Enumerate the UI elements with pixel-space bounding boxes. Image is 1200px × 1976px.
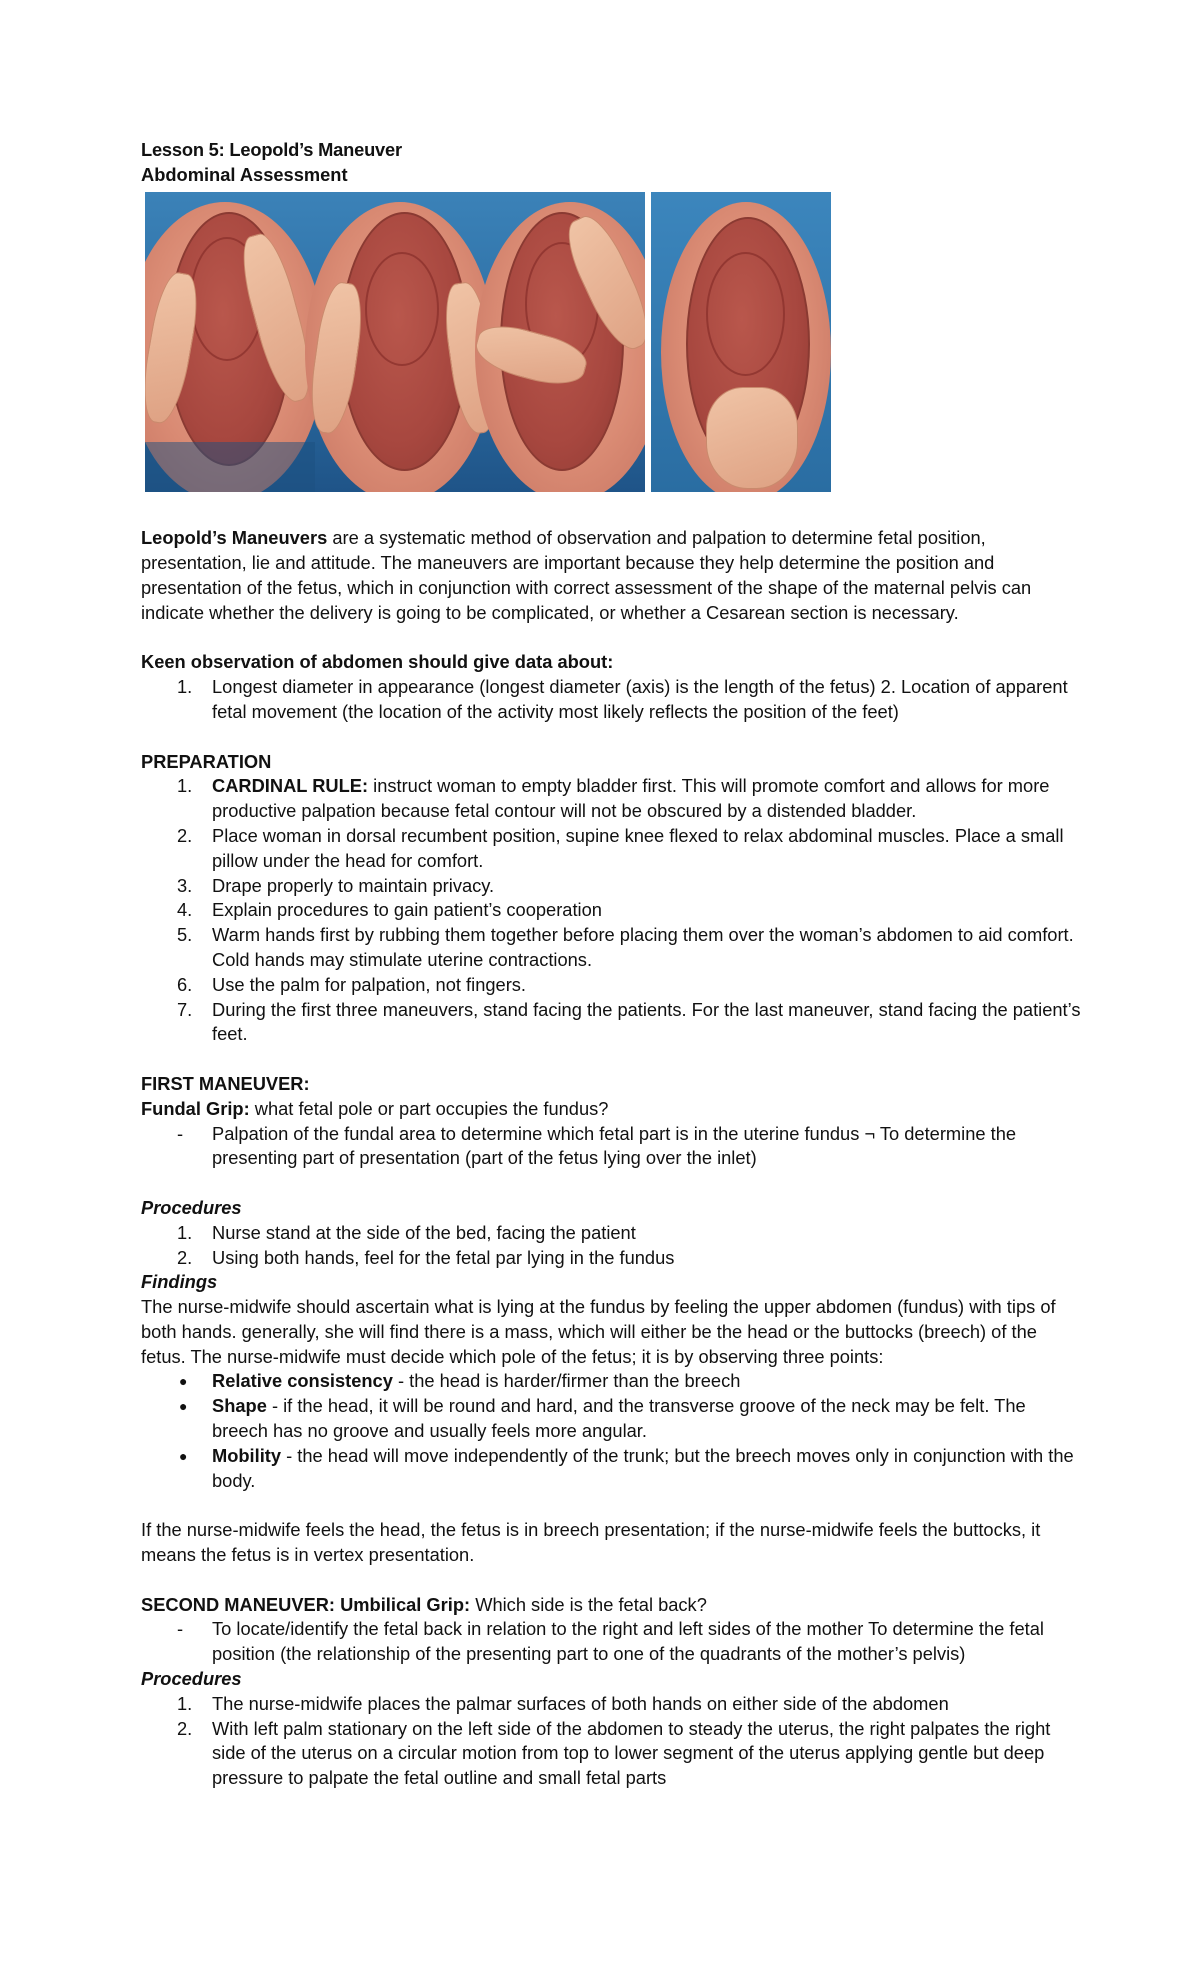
maneuver-4-image	[651, 192, 831, 492]
list-item: 1. CARDINAL RULE: instruct woman to empty bladder first. This will promote comfort and allows for more productive palpation because fetal contour will not be obscured by a distended bladder.	[177, 775, 1050, 822]
list-item: 6. Use the palm for palpation, not fingers.	[177, 973, 527, 995]
first-maneuver-bullets	[141, 1122, 1081, 1172]
leopold-maneuvers-illustration	[145, 192, 1081, 492]
second-procedures-label: Procedures	[141, 1668, 242, 1690]
lesson-title: Lesson 5: Leopold’s Maneuver	[141, 139, 402, 160]
intro-paragraph: Leopold’s Maneuvers are a systematic method of observation and palpation to determine fetal position, presentation, lie and attitude. The maneuvers are important because they help determine the position and presentation of the fetus, which in conjunction with correct assessment of the shape of the maternal pelvis can indicate whether the delivery is going to be complicated, or whether a Cesarean section is necessary.	[141, 527, 1032, 623]
preparation-heading: PREPARATION	[141, 750, 272, 772]
list-item: 4. Explain procedures to gain patient’s cooperation	[177, 899, 602, 921]
list-item: 2. Place woman in dorsal recumbent position, supine knee flexed to relax abdominal muscles. Place a small pillow under the head for comfort.	[177, 824, 1064, 871]
findings-label: Findings	[141, 1271, 218, 1293]
first-procedures-label: Procedures	[141, 1196, 242, 1218]
list-item: 1. Nurse stand at the side of the bed, facing the patient	[177, 1221, 636, 1243]
list-item: ● Mobility - the head will move independently of the trunk; but the breech moves only in conjunction with the body.	[179, 1444, 1074, 1491]
observation-list	[141, 675, 1081, 725]
list-item: 1. The nurse-midwife places the palmar surfaces of both hands on either side of the abdomen	[177, 1692, 949, 1714]
list-item: 3. Drape properly to maintain privacy.	[177, 874, 495, 896]
maneuvers-1-3-image	[145, 192, 645, 492]
fundal-grip-line: Fundal Grip: what fetal pole or part occupies the fundus?	[141, 1097, 609, 1119]
second-procedures-list	[141, 1692, 1081, 1791]
first-maneuver-heading: FIRST MANEUVER:	[141, 1072, 310, 1094]
list-item: 2. With left palm stationary on the left side of the abdomen to steady the uterus, the right palpates the right side of the uterus on a circular motion from top to lower segment of the uterus applying gentle but deep pressure to palpate the fetal outline and small fetal parts	[177, 1717, 1051, 1789]
lesson-subtitle: Abdominal Assessment	[141, 163, 348, 185]
preparation-list	[141, 774, 1081, 1047]
findings-paragraph: The nurse-midwife should ascertain what is lying at the fundus by feeling the upper abdomen (fundus) with tips of both hands. generally, she will find there is a mass, which will either be the head or the buttocks (breech) of the fetus. The nurse-midwife must decide which pole of the fetus; it is by observing three points:	[141, 1296, 1056, 1367]
observation-heading: Keen observation of abdomen should give data about:	[141, 651, 614, 673]
list-item: 7. During the first three maneuvers, stand facing the patients. For the last maneuver, stand facing the patient’s feet.	[177, 998, 1081, 1045]
document-page	[141, 138, 1081, 1791]
first-procedures-list	[141, 1221, 1081, 1271]
intro-term: Leopold’s Maneuvers	[141, 527, 328, 549]
list-item: 1. Longest diameter in appearance (longest diameter (axis) is the length of the fetus) 2. Location of apparent fetal movement (the location of the activity most likely reflects the position of the feet)	[177, 676, 1068, 722]
list-item: 2. Using both hands, feel for the fetal par lying in the fundus	[177, 1246, 675, 1268]
first-conclusion: If the nurse-midwife feels the head, the fetus is in breech presentation; if the nurse-midwife feels the buttocks, it means the fetus is in vertex presentation.	[141, 1519, 1041, 1566]
second-maneuver-bullets	[141, 1617, 1081, 1667]
second-maneuver-heading: SECOND MANEUVER: Umbilical Grip: Which side is the fetal back?	[141, 1593, 707, 1615]
list-item: - Palpation of the fundal area to determine which fetal part is in the uterine fundus ¬ To determine the presenting part of presentation (part of the fetus lying over the inlet)	[177, 1122, 1017, 1169]
findings-points	[141, 1369, 1081, 1493]
list-item: - To locate/identify the fetal back in relation to the right and left sides of the mother To determine the fetal position (the relationship of the presenting part to one of the quadrants of the mother’s pelvis)	[177, 1618, 1044, 1665]
list-item: ● Relative consistency - the head is harder/firmer than the breech	[179, 1370, 741, 1392]
list-item: 5. Warm hands first by rubbing them together before placing them over the woman’s abdomen to aid comfort. Cold hands may stimulate uterine contractions.	[177, 924, 1074, 970]
list-item: ● Shape - if the head, it will be round and hard, and the transverse groove of the neck may be felt. The breech has no groove and usually feels more angular.	[179, 1395, 1026, 1442]
